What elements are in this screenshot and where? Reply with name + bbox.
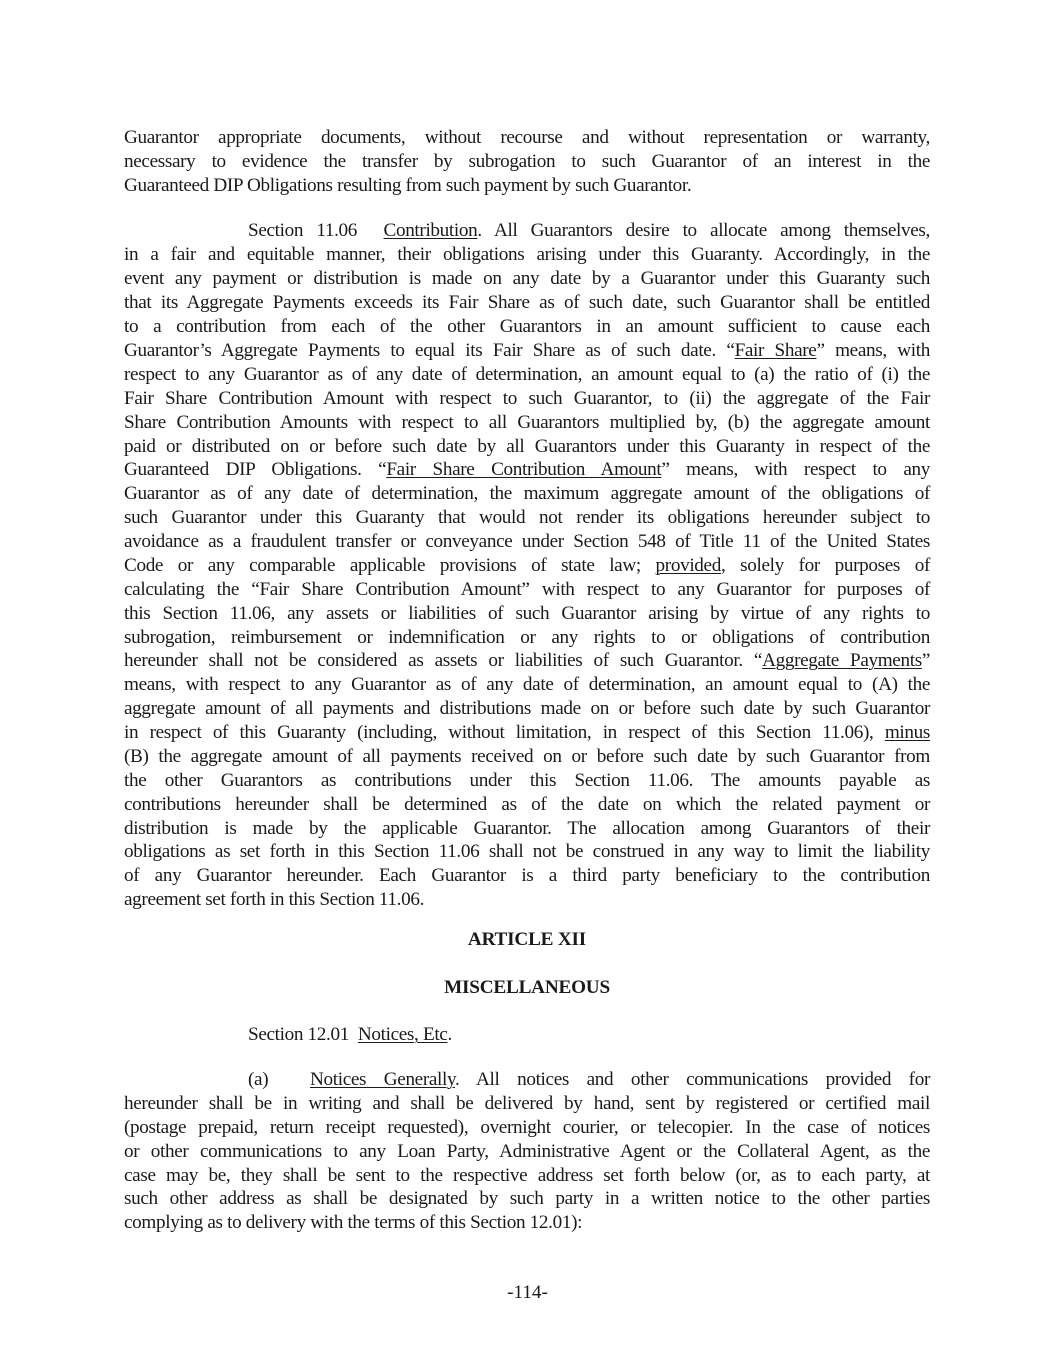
text-run: ” means, with [816,340,931,361]
text-run: in respect of this Guaranty (including, without limitation, in respect of this Section 11.06), [124,722,885,743]
text-line: means, with respect to any Guarantor as of any date of determination, an amount equal to (A) the [124,674,930,695]
text-line: that its Aggregate Payments exceeds its Fair Share as of such date, such Guarantor shall be entitled [124,292,930,313]
text-line [124,339,930,363]
text-line: Guarantor appropriate documents, without recourse and without representation or warranty, [124,127,930,148]
text-run: . All notices and other communications provided for [455,1069,930,1090]
text-line: or other communications to any Loan Party, Administrative Agent or the Collateral Agent, as the [124,1141,930,1162]
text-line: distribution is made by the applicable Guarantor. The allocation among Guarantors of their [124,818,930,839]
text-line: obligations as set forth in this Section 11.06 shall not be construed in any way to limit the liability [124,841,930,862]
text-line: Guarantor as of any date of determination, the maximum aggregate amount of the obligations of [124,483,930,504]
text-line: respect to any Guarantor as of any date of determination, an amount equal to (a) the ratio of (i) the [124,364,930,385]
text-run: ” [921,650,930,671]
text-line: Fair Share Contribution Amount with respect to such Guarantor, to (ii) the aggregate of the Fair [124,388,930,409]
section-number: Section 12.01 [248,1024,349,1045]
text-line: of any Guarantor hereunder. Each Guarantor is a third party beneficiary to the contribution [124,865,930,886]
text-line [124,554,930,578]
text-line: case may be, they shall be sent to the respective address set forth below (or, as to each party, at [124,1165,930,1186]
section-12-01-heading [248,1023,930,1047]
text-line [124,721,930,745]
text-line: (B) the aggregate amount of all payments received on or before such date by such Guarantor from [124,746,930,767]
text-line: this Section 11.06, any assets or liabilities of such Guarantor arising by virtue of any rights to [124,603,930,624]
subsection-heading-line [248,1068,930,1092]
text-line: Share Contribution Amounts with respect to all Guarantors multiplied by, (b) the aggregate amount [124,412,930,433]
section-heading-line [248,219,930,243]
text-line: the other Guarantors as contributions under this Section 11.06. The amounts payable as [124,770,930,791]
text-line: calculating the “Fair Share Contribution Amount” with respect to any Guarantor for purposes of [124,579,930,600]
page-number: -114- [507,1282,548,1303]
text-line: contributions hereunder shall be determined as of the date on which the related payment or [124,794,930,815]
text-run: Code or any comparable applicable provisions of state law; [124,555,656,576]
text-line: hereunder shall be in writing and shall be delivered by hand, sent by registered or certified mail [124,1093,930,1114]
text-line: such Guarantor under this Guaranty that would not render its obligations hereunder subject to [124,507,930,528]
text-run: Guaranteed DIP Obligations. “ [124,459,387,480]
text-line: subrogation, reimbursement or indemnification or any rights to or obligations of contribution [124,627,930,648]
term-minus: minus [884,722,930,743]
subsection-title: Notices Generally [310,1069,456,1090]
text-run: ” means, with respect to any [661,459,930,480]
text-run: . [447,1024,452,1045]
text-line: paid or distributed on or before such date by all Guarantors under this Guaranty in respect of the [124,436,930,457]
text-line: agreement set forth in this Section 11.06. [124,889,425,910]
text-line: in a fair and equitable manner, their obligations arising under this Guaranty. Accordingly, in the [124,244,930,265]
text-line: (postage prepaid, return receipt requested), overnight courier, or telecopier. In the case of notices [124,1117,930,1138]
defined-term-fair-share: Fair Share [734,340,817,361]
text-line: to a contribution from each of the other Guarantors in an amount sufficient to cause each [124,316,930,337]
text-run: , solely for purposes of [720,555,930,576]
text-line: avoidance as a fraudulent transfer or conveyance under Section 548 of Title 11 of the United States [124,531,930,552]
defined-term-fair-share-contribution-amount: Fair Share Contribution Amount [386,459,662,480]
article-number: ARTICLE XII [467,929,587,950]
text-line: necessary to evidence the transfer by subrogation to such Guarantor of an interest in the [124,151,930,172]
defined-term-aggregate-payments: Aggregate Payments [762,650,922,671]
text-run: hereunder shall not be considered as assets or liabilities of such Guarantor. “ [124,650,763,671]
text-run: . All Guarantors desire to allocate among themselves, [477,220,930,241]
text-line: complying as to delivery with the terms of this Section 12.01): [124,1212,583,1233]
term-provided: provided [655,555,721,576]
text-line [124,458,930,482]
text-line: Guaranteed DIP Obligations resulting from such payment by such Guarantor. [124,175,692,196]
text-run: Guarantor’s Aggregate Payments to equal its Fair Share as of such date. “ [124,340,735,361]
section-title: Notices, Etc [357,1024,448,1045]
subsection-label: (a) [248,1069,269,1090]
text-line: event any payment or distribution is made on any date by a Guarantor under this Guaranty such [124,268,930,289]
section-number: Section 11.06 [248,220,358,241]
text-line [124,649,930,673]
text-line: such other address as shall be designated by such party in a written notice to the other parties [124,1188,930,1209]
text-line: aggregate amount of all payments and distributions made on or before such date by such Guarantor [124,698,930,719]
article-title: MISCELLANEOUS [444,977,610,998]
section-title: Contribution [383,220,478,241]
